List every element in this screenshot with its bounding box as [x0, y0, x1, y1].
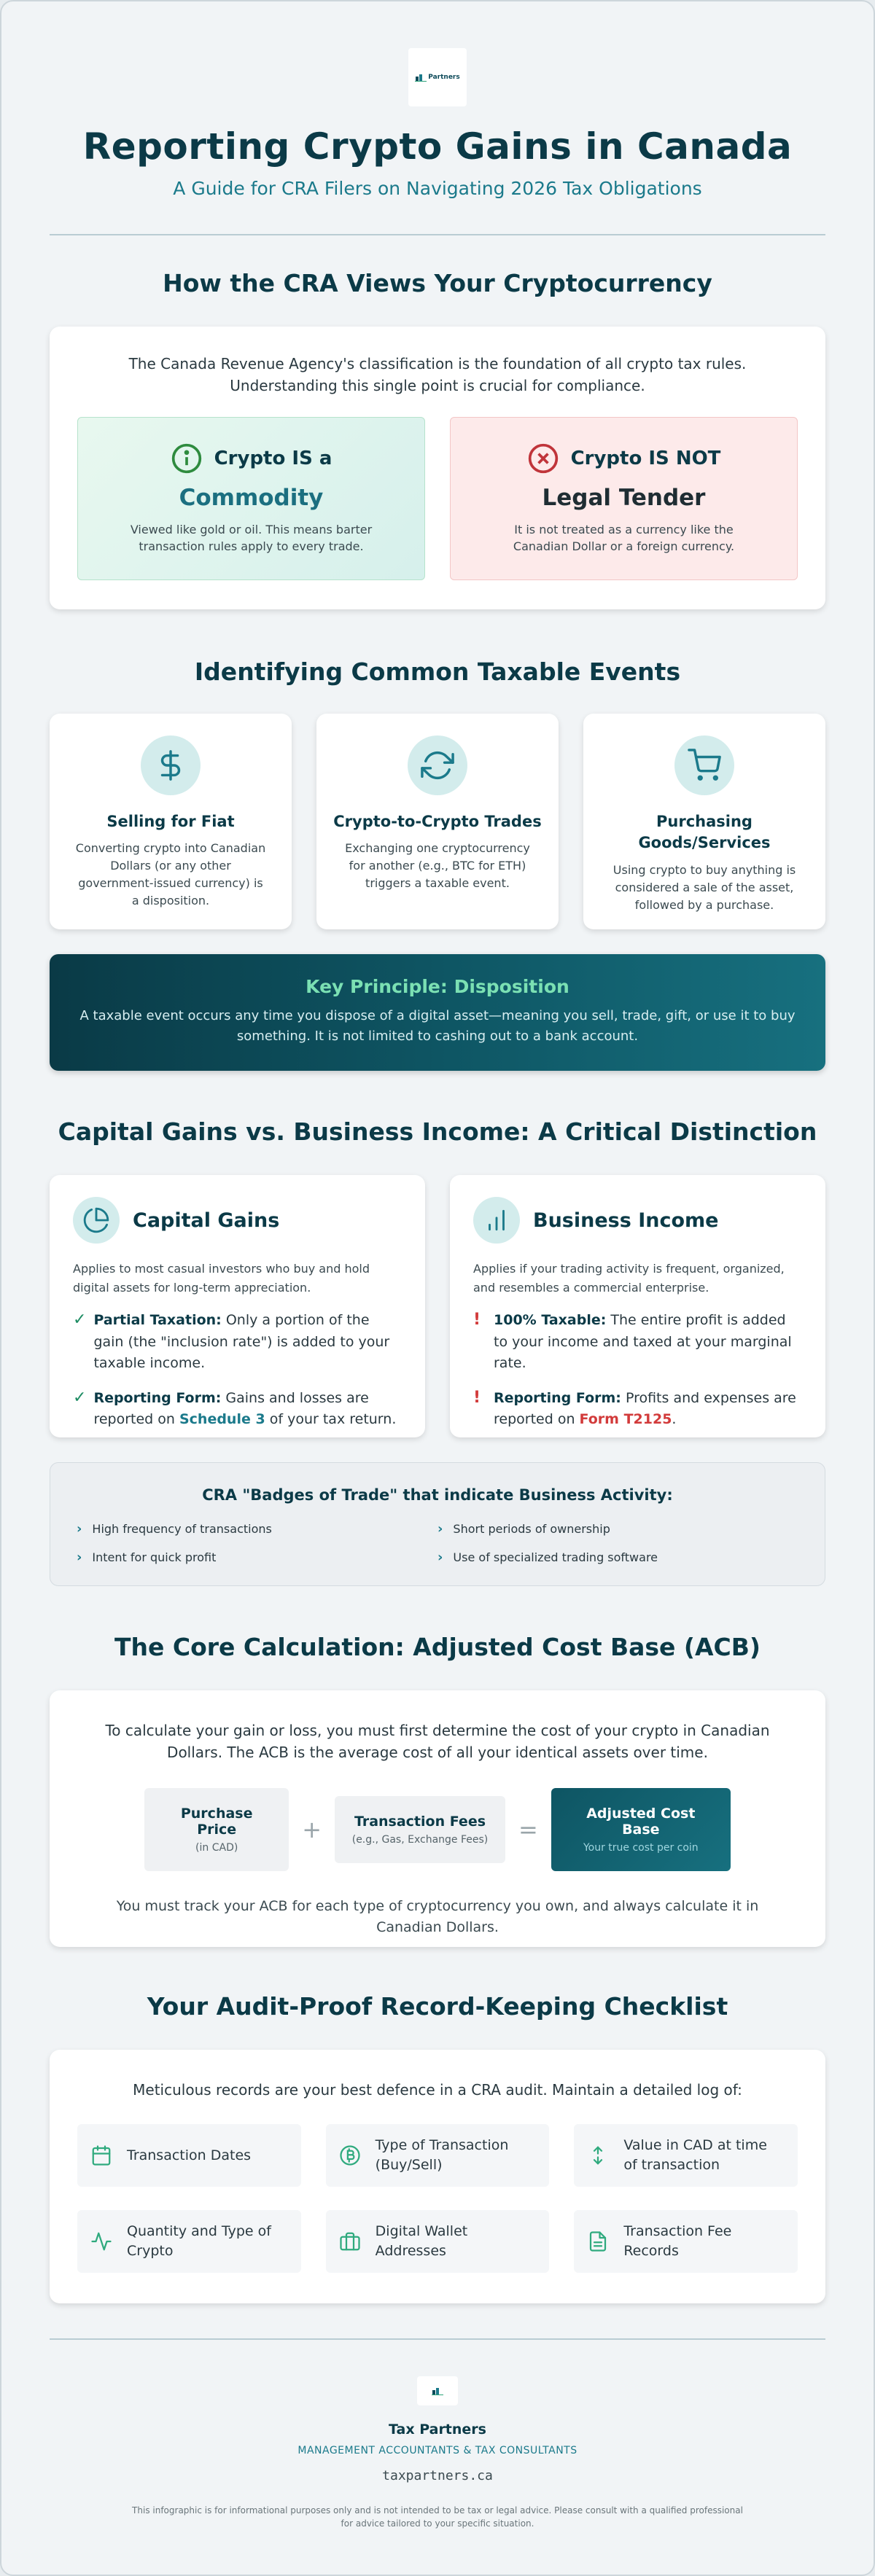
checklist-card [50, 2050, 825, 2303]
business-point-taxable [473, 1310, 802, 1374]
purchase-price-sub: (in CAD) [195, 1842, 238, 1854]
purchase-price-label: Purchase Price [180, 1806, 253, 1838]
capital-point-form [73, 1388, 402, 1431]
page-title: Reporting Crypto Gains in Canada [82, 125, 793, 168]
acb-intro: To calculate your gain or loss, you must first determine the cost of your crypto in Canadian Dollars. The ACB is the average cost of all your identical assets over time. [105, 1722, 770, 1761]
legal-tender-head: Crypto IS NOT [570, 448, 721, 469]
section-heading-checklist: Your Audit-Proof Record-Keeping Checklist [147, 1992, 728, 2021]
adjusted-cost-base-label: Adjusted Cost Base [586, 1806, 696, 1838]
checklist-intro: Meticulous records are your best defence in a CRA audit. Maintain a detailed log of: [133, 2081, 742, 2099]
acb-formula [79, 1788, 796, 1871]
badge-text: Short periods of ownership [453, 1522, 610, 1536]
acb-footer-note: You must track your ACB for each type of cryptocurrency you own, and always calculate it in Canadian Dollars. [116, 1898, 759, 1936]
chevron-right-icon: › [438, 1550, 443, 1565]
check-icon: ✓ [73, 1388, 87, 1407]
badge-item [77, 1521, 438, 1537]
checklist-item [574, 2124, 798, 2187]
badges-of-trade-box [50, 1462, 825, 1586]
capital-point-taxation [73, 1310, 402, 1374]
key-principle-desc: A taxable event occurs any time you dispose of a digital asset—meaning you sell, trade, gift, or use it to buy something. It is not limited to cashing out to a bank account. [79, 1008, 796, 1044]
checklist-item [326, 2124, 550, 2187]
point-label: Reporting Form: [494, 1389, 621, 1406]
footer-logo [417, 2376, 458, 2405]
event-title: Crypto-to-Crypto Trades [333, 813, 542, 830]
cra-view-card [50, 327, 825, 609]
key-principle-banner [50, 954, 825, 1071]
calendar-icon [90, 2144, 112, 2166]
up-down-arrows-icon [587, 2144, 609, 2166]
event-card-fiat [50, 714, 292, 929]
point-text: Gains and losses are reported on [93, 1389, 369, 1427]
refresh-icon [421, 749, 454, 782]
cra-view-intro: The Canada Revenue Agency's classification is the foundation of all crypto tax rules. Understanding this single point is crucial for compliance. [128, 355, 747, 394]
exclamation-icon: ! [473, 1311, 481, 1330]
legal-tender-box [450, 417, 798, 580]
dollar-icon [154, 749, 187, 782]
section-heading-cra-view: How the CRA Views Your Cryptocurrency [163, 269, 712, 297]
badge-item [438, 1550, 798, 1565]
event-desc: Exchanging one cryptocurrency for another (e.g., BTC for ETH) triggers a taxable event. [345, 841, 530, 891]
event-card-purchase [583, 714, 825, 929]
checklist-item [77, 2124, 301, 2187]
capital-gains-desc: Applies to most casual investors who buy and hold digital assets for long-term appreciation. [73, 1262, 370, 1295]
point-text: of your tax return. [265, 1410, 397, 1427]
acb-card [50, 1690, 825, 1947]
checklist-label: Type of Transaction (Buy/Sell) [375, 2137, 509, 2173]
transaction-fees-sub: (e.g., Gas, Exchange Fees) [351, 1834, 489, 1846]
company-name: Tax Partners [389, 2421, 486, 2438]
checklist-label: Value in CAD at time of transaction [623, 2137, 767, 2173]
check-icon: ✓ [73, 1311, 87, 1330]
cart-icon [688, 749, 721, 782]
bitcoin-icon [339, 2144, 361, 2166]
adjusted-cost-base-box [551, 1788, 731, 1871]
badge-text: Intent for quick profit [92, 1550, 217, 1564]
event-title: Selling for Fiat [106, 813, 235, 830]
checklist-label: Digital Wallet Addresses [375, 2223, 468, 2259]
point-text: Only a portion of the gain (the "inclusion rate") is added to your taxable income. [93, 1312, 390, 1372]
checklist-label: Transaction Dates [127, 2147, 252, 2163]
key-principle-title: Key Principle: Disposition [306, 976, 569, 997]
point-text: . [672, 1410, 677, 1427]
purchase-price-box [144, 1788, 289, 1871]
badges-title: CRA "Badges of Trade" that indicate Business Activity: [202, 1486, 673, 1504]
divider [50, 234, 825, 235]
x-circle-icon [527, 442, 559, 475]
section-heading-acb: The Core Calculation: Adjusted Cost Base (ACB) [114, 1633, 761, 1661]
exclamation-icon: ! [473, 1388, 481, 1407]
commodity-head: Crypto IS a [214, 448, 332, 469]
legal-tender-desc: It is not treated as a currency like the Canadian Dollar or a foreign currency. [513, 523, 735, 554]
checklist-item [77, 2210, 301, 2273]
company-tagline: MANAGEMENT ACCOUNTANTS & TAX CONSULTANTS [298, 2445, 578, 2456]
logo-mark-icon [432, 2386, 443, 2395]
point-label: 100% Taxable: [494, 1312, 607, 1329]
checklist-label: Quantity and Type of Crypto [127, 2223, 271, 2259]
checklist-item [326, 2210, 550, 2273]
business-income-title: Business Income [533, 1209, 719, 1232]
adjusted-cost-base-sub: Your true cost per coin [583, 1842, 699, 1854]
badge-item [77, 1550, 438, 1565]
capital-gains-title: Capital Gains [133, 1209, 280, 1232]
company-logo [408, 48, 467, 106]
business-point-form [473, 1388, 802, 1431]
checklist-item [574, 2210, 798, 2273]
logo-text: Partners [428, 74, 460, 81]
footer [50, 2340, 825, 2530]
transaction-fees-label: Transaction Fees [354, 1814, 486, 1830]
capital-gains-card [50, 1175, 425, 1437]
chevron-right-icon: › [77, 1521, 82, 1537]
event-desc: Converting crypto into Canadian Dollars (or any other government-issued currency) is a disposition. [75, 841, 266, 908]
commodity-label: Commodity [179, 485, 324, 511]
chevron-right-icon: › [77, 1550, 82, 1565]
section-heading-events: Identifying Common Taxable Events [194, 657, 681, 686]
section-heading-distinction: Capital Gains vs. Business Income: A Critical Distinction [58, 1117, 817, 1146]
bar-chart-icon [483, 1206, 510, 1234]
badge-text: High frequency of transactions [92, 1522, 272, 1536]
business-income-desc: Applies if your trading activity is frequent, organized, and resembles a commercial enterprise. [473, 1262, 785, 1295]
event-desc: Using crypto to buy anything is considered a sale of the asset, followed by a purchase. [612, 862, 796, 912]
company-url[interactable]: taxpartners.ca [382, 2468, 493, 2483]
commodity-box [77, 417, 425, 580]
page-subtitle: A Guide for CRA Filers on Navigating 2026 Tax Obligations [173, 178, 702, 199]
business-income-card [450, 1175, 825, 1437]
disclaimer: This infographic is for informational purposes only and is not intended to be tax or legal advice. Please consult with a qualified professional for advice tailored to your specific situation. [132, 2505, 743, 2529]
chevron-right-icon: › [438, 1521, 443, 1537]
event-title: Purchasing Goods/Services [638, 813, 771, 852]
form-t2125-link: Form T2125 [579, 1410, 672, 1427]
legal-tender-label: Legal Tender [542, 485, 706, 511]
point-text: The entire profit is added to your income and taxed at your marginal rate. [494, 1312, 792, 1372]
schedule-3-link: Schedule 3 [179, 1410, 265, 1427]
transaction-fees-box [335, 1796, 505, 1863]
commodity-desc: Viewed like gold or oil. This means barter transaction rules apply to every trade. [130, 523, 373, 554]
info-icon [171, 442, 203, 475]
point-label: Partial Taxation: [93, 1312, 222, 1329]
plus-operator: + [302, 1816, 322, 1843]
point-text: Profits and expenses are reported on [494, 1389, 796, 1427]
checklist-label: Transaction Fee Records [623, 2223, 732, 2259]
badge-item [438, 1521, 798, 1537]
equals-operator: = [518, 1816, 538, 1843]
point-label: Reporting Form: [93, 1389, 222, 1406]
event-card-crypto-trade [316, 714, 559, 929]
document-icon [587, 2230, 609, 2252]
briefcase-icon [339, 2230, 361, 2252]
pie-chart-icon [82, 1206, 110, 1234]
badge-text: Use of specialized trading software [453, 1550, 658, 1564]
logo-mark-icon [415, 73, 427, 82]
activity-icon [90, 2230, 112, 2252]
